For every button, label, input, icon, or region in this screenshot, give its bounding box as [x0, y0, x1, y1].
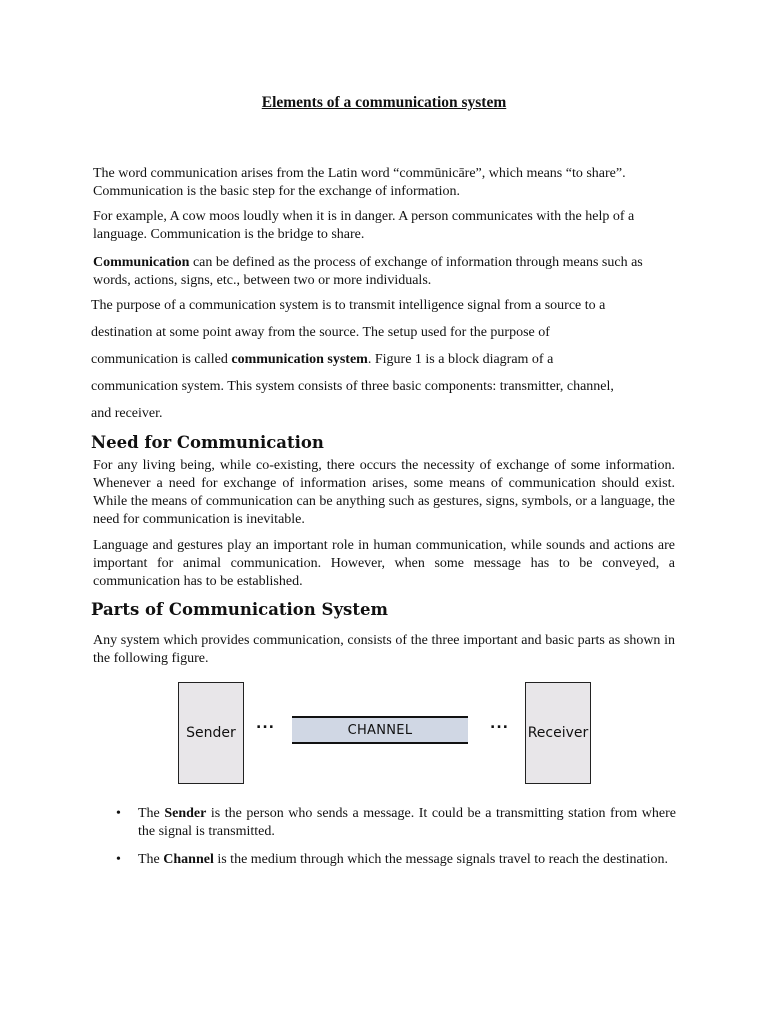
bullet-icon: •: [116, 806, 121, 821]
document-title: Elements of a communication system: [261, 94, 507, 111]
purpose-line-4: communication system. This system consists of three basic components: transmitter, channel,: [91, 379, 614, 394]
list-item: [112, 805, 676, 841]
channel-label: CHANNEL: [347, 722, 413, 738]
bullet-text: is the person who sends a message. It could be a transmitting station from where the signal is transmitted.: [138, 806, 677, 839]
communication-definition: can be defined as the process of exchange of information through means such as words, actions, signs, etc., between two or more individuals.: [93, 255, 643, 288]
need-heading: Need for Communication: [91, 433, 324, 452]
receiver-block: [525, 682, 591, 784]
parts-heading: Parts of Communication System: [91, 600, 388, 619]
sender-label: Sender: [186, 725, 236, 741]
channel-block: [292, 716, 468, 744]
need-paragraph-2: Language and gestures play an important role in human communication, while sounds and actions are important for animal communication. However, when some message has to be conveyed, a communication has to be established.: [93, 538, 675, 589]
purpose-line-1: The purpose of a communication system is to transmit intelligence signal from a source to a: [91, 298, 606, 313]
parts-bullet-list: [112, 805, 676, 879]
bullet-pre: The: [138, 852, 164, 867]
purpose-line-3-pre: communication is called: [91, 352, 232, 367]
receiver-label: Receiver: [527, 725, 589, 741]
parts-paragraph: Any system which provides communication, consists of the three important and basic parts as shown in the following figure.: [93, 633, 675, 666]
sender-block: [178, 682, 244, 784]
communication-term: Communication: [93, 255, 190, 270]
purpose-line-3-bold: communication system: [231, 352, 368, 367]
intro-paragraph-2: For example, A cow moos loudly when it is in danger. A person communicates with the help of a language. Communication is the bridge to share.: [93, 209, 635, 242]
purpose-line-3-post: . Figure 1 is a block diagram of a: [367, 352, 554, 367]
bullet-term: Channel: [163, 852, 214, 867]
bullet-icon: •: [116, 852, 121, 867]
purpose-line-3: [91, 352, 553, 368]
receiver-dots: ...: [490, 716, 509, 732]
intro-paragraph-3: [93, 254, 677, 290]
communication-block-diagram: [176, 680, 596, 786]
intro-paragraph-1: The word communication arises from the Latin word “commūnicāre”, which means “to share”. Communication is the basic step for the exchange of information.: [93, 166, 626, 199]
list-item: [112, 851, 676, 869]
need-paragraph-1: For any living being, while co-existing, there occurs the necessity of exchange of some information. Whenever a need for exchange of information arises, some means of communication should exist. While the means of communication can be anything such as gestures, signs, symbols, or a language, the need for communication is inevitable.: [93, 458, 675, 527]
bullet-term: Sender: [164, 806, 207, 821]
bullet-text: is the medium through which the message signals travel to reach the destination.: [213, 852, 668, 867]
purpose-line-5: and receiver.: [91, 406, 163, 421]
purpose-line-2: destination at some point away from the source. The setup used for the purpose of: [91, 325, 550, 340]
sender-dots: ...: [256, 716, 275, 732]
bullet-pre: The: [138, 806, 165, 821]
